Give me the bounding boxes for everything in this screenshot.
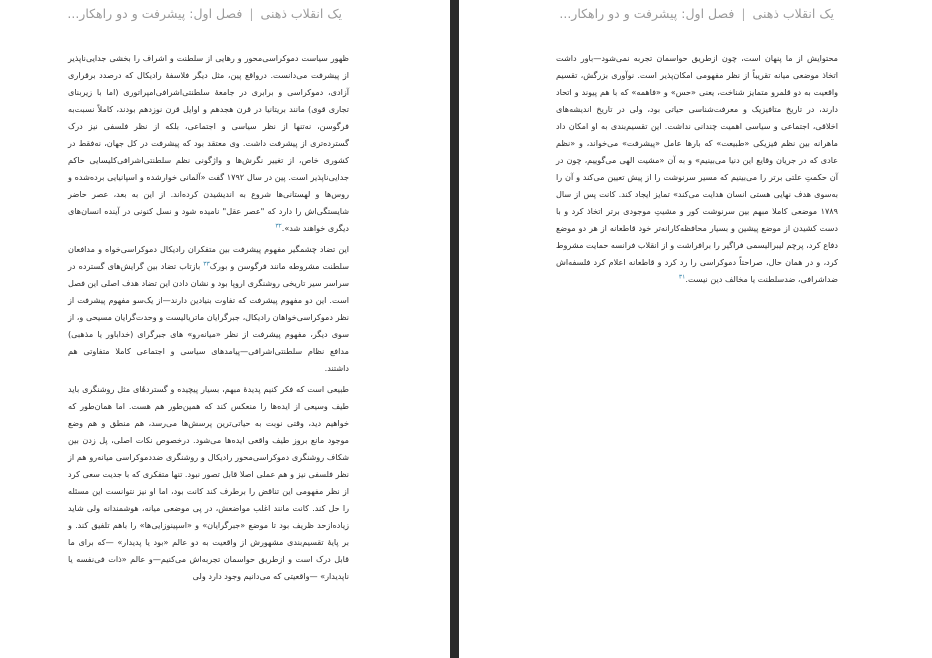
body-text: [68, 50, 349, 589]
paragraph-text: محتوایش از ما پنهان است، چون ازطریق حواسمان تجربه نمی‌شود—باور داشت اتخاذ موضعی میانه تقریباً از نظر مفهومی امکان‌پذیر است. نوآوری بزرگش، تقسیم واقعیت به دو قلمرو متمایز شناخت، یعنی «حس» و «فاهمه» که با هم پیوند و اتحاد دارند، در تاریخ متافیزیک و معرفت‌شناسی حیاتی بود، ولی در تاریخ اندیشه‌های اخلاقی، اجتماعی و سیاسی اهمیت چندانی نداشت. این تقسیم‌بندی به او امکان داد ماهرانه بین نظم فیزیکی «طبیعت» که بارها عامل «پیشرفت» می‌خواند، و «نظم عادی که در جریان وقایع این دنیا می‌بینیم» و به آن «مشیت الهی می‌گوییم، چون در آن حکمتِ علتی برتر را می‌بینیم که مسیر سرنوشت را از پیش تعیین می‌کند و آن را به‌سوی هدف نهایی هستی انسان هدایت می‌کند» تمایز ایجاد کند. کانت پس از سال ۱۷۸۹ موضعی کاملا مبهم بین سرنوشت کور و مشیتِ موجودی برتر اتخاذ کرد و با دست کشیدن از موضع پیشین و بسیار محافظه‌کارانه‌تر خود قاطعانه از هر دو موضع دفاع کرد، پرچم لیبرالیسمی فراگیر را برافراشت و از انقلاب فرانسه حمایت مشروط کرد، و در همان حال، صراحتاً دموکراسی را رد کرد و قاطعانه اعلام کرد فلسفه‌اش ضداشرافی، ضدسلطنت یا مخالف دین نیست.: [556, 53, 838, 284]
paragraph: [556, 50, 838, 288]
footnote-marker[interactable]: ۳۳: [203, 260, 210, 268]
paragraph: [68, 381, 349, 585]
book-title: یک انقلاب ذهنی: [260, 6, 342, 21]
page-gutter: [450, 0, 459, 658]
running-header: [67, 6, 342, 21]
chapter-title: فصل اول: پیشرفت و دو راهکار...: [559, 6, 735, 21]
body-text: [556, 50, 838, 292]
chapter-title: فصل اول: پیشرفت و دو راهکار...: [67, 6, 243, 21]
footnote-marker[interactable]: ۳۱: [678, 273, 686, 281]
paragraph: [68, 241, 349, 377]
running-header: [559, 6, 834, 21]
header-separator: |: [249, 6, 254, 21]
paragraph-text: ظهور سیاست دموکراسی‌محور و رهایی از سلطنت و اشراف را بخشی جدایی‌ناپذیر از پیشرفت می‌دانست. درواقع پین، مثل دیگر فلاسفهٔ رادیکال که درصدد برقراری آزادی، دموکراسی و برابری در جامعهٔ سلطنتی‌اشرافی‌امپراتوری (اما با زیربنای تجاری قوی) مانند بریتانیا در قرن هجدهم و اوایل قرن نوزدهم بودند، کاملاً نسبت‌به فرگوسن، نه‌تنها از نظر سیاسی و اجتماعی، بلکه از نظر فلسفی نیز درک گسترده‌تری از پیشرفت داشت. وی معتقد بود که پیشرفت در کل جهان، نه‌فقط در کشوری خاص، از تغییر نگرش‌ها و واژگونی نظم سلطنتی‌اشرافی‌کلیسایی حاکم جدایی‌ناپذیر است. پین در سال ۱۷۹۲ گفت «آلمانی خوارشده و اسپانیایی برده‌شده و روس‌ها و لهستانی‌ها شروع به اندیشیدن کرده‌اند. از این به بعد، عصر حاضر شایستگی‌اش را دارد که "عصر عقل" نامیده شود و نسل کنونی در آینده انسان‌های دیگری خواهند شد».: [68, 53, 349, 233]
right-page: [459, 0, 932, 658]
paragraph-text: طبیعی است که فکر کنیم پدیدهٔ مبهم، بسیار پیچیده و گستردهٔای مثل روشنگری باید طیف وسیعی از ایده‌ها را منعکس کند که همین‌طور هم هست. اما همان‌طور که خواهیم دید، وقتی نوبت به حیاتی‌ترین پرسش‌ها می‌رسد، هم منطق و هم وضع موجود مانع بروز طیف واقعی ایده‌ها می‌شود. درخصوص نکات اصلی، پل زدن بین شکاف روشنگری دموکراسی‌محور رادیکال و روشنگری ضددموکراسی میانه‌رو هم از نظر فلسفی نیز و هم عملی اصلا قابل تصور نبود. تنها متفکری که با جدیت سعی کرد از نظر مفهومی این تناقض را برطرف کند کانت بود، اما او نیز نتوانست این مسئله را حل کند. کانت مانند اغلب مواضعش، در پی موضعی میانه، هوشمندانه ولی شاید زیاده‌ازحد ظریف بود تا موضع «جبرگرایان» و «اسپینوزایی‌ها» را باهم تلفیق کند. و بر پایهٔ تقسیم‌بندی مشهورش از واقعیت به دو عالم «بود یا پدیدار» —که برای ما قابل درک است و ازطریق حواسمان تجربه‌اش می‌کنیم—و عالم «ذات فی‌نفسه یا ناپدیدار» —واقعیتی که می‌دانیم وجود دارد ولی: [68, 384, 349, 581]
footnote-marker[interactable]: ۳۲: [275, 222, 282, 230]
book-title: یک انقلاب ذهنی: [752, 6, 834, 21]
paragraph-text: بازتاب تضاد بین گرایش‌های گسترده در سراسر سیر تاریخی روشنگری اروپا بود و نشان دادن این تضاد هدف اصلی این فصل است. این دو مفهوم پیشرفت که تفاوت بنیادین دارند—از یک‌سو مفهوم پیشرفت از نظر دموکراسی‌خواهان رادیکال، جبرگرایان ماتریالیست و وحدت‌گرایان مسیحی و، از سوی دیگر، مفهوم پیشرفت از نظر «میانه‌رو» های جبرگرای (خداباور یا مذهبی) مدافع نظام سلطنتی‌اشرافی—پیامدهای سیاسی و اجتماعی کاملا متفاوتی هم داشتند.: [68, 261, 349, 373]
paragraph: [68, 50, 349, 237]
paragraph-text: این تضاد چشمگیر مفهوم پیشرفت بین متفکران رادیکال دموکراسی‌خواه و مدافعان سلطنت مشروطه مانند فرگوسن و بورک: [68, 244, 349, 271]
left-page: [0, 0, 450, 658]
header-separator: |: [741, 6, 746, 21]
